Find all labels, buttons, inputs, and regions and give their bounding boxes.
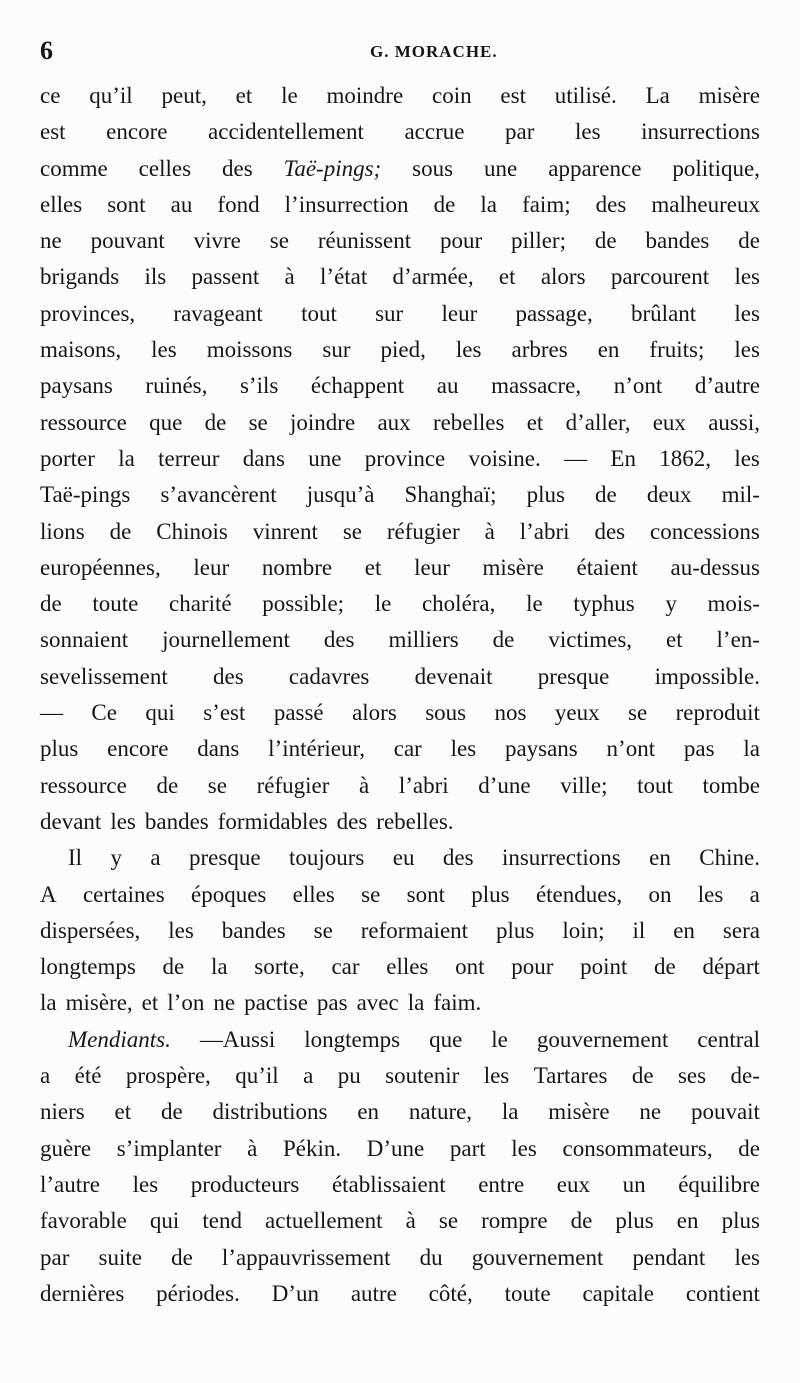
text-line: longtemps de la sorte, car elles ont pour point de départ — [40, 954, 760, 980]
text-line: l’autre les producteurs établissaient entre eux un équilibre — [40, 1171, 760, 1197]
text-line: de toute charité possible; le choléra, le typhus y mois- — [40, 591, 760, 617]
text-line: plus encore dans l’intérieur, car les paysans n’ont pas la — [40, 736, 760, 762]
text-line: ressource de se réfugier à l’abri d’une ville; tout tombe — [40, 772, 760, 798]
text-line: dispersées, les bandes se reformaient plus loin; il en sera — [40, 917, 760, 943]
text-line: Mendiants. —Aussi longtemps que le gouvernement central — [68, 1026, 760, 1052]
text-line: sevelissement des cadavres devenait presque impossible. — [40, 663, 760, 689]
text-line: paysans ruinés, s’ils échappent au massacre, n’ont d’autre — [40, 373, 760, 399]
text-line: sonnaient journellement des milliers de victimes, et l’en- — [40, 627, 760, 653]
text-line: la misère, et l’on ne pactise pas avec la faim. — [40, 990, 482, 1016]
text-line: lions de Chinois vinrent se réfugier à l’abri des concessions — [40, 518, 760, 544]
page-number: 6 — [40, 36, 53, 65]
text-line: européennes, leur nombre et leur misère étaient au-dessus — [40, 554, 760, 580]
text-line: a été prospère, qu’il a pu soutenir les Tartares de ses de- — [40, 1063, 760, 1089]
text-line: devant les bandes formidables des rebelles. — [40, 808, 454, 834]
text-line: — Ce qui s’est passé alors sous nos yeux se reproduit — [40, 700, 760, 726]
text-line: elles sont au fond l’insurrection de la faim; des malheureux — [40, 191, 760, 217]
text-line: ressource que de se joindre aux rebelles et d’aller, eux aussi, — [40, 409, 760, 435]
text-line: dernières périodes. D’un autre côté, toute capitale contient — [40, 1280, 760, 1306]
text-line: niers et de distributions en nature, la misère ne pouvait — [40, 1099, 760, 1125]
text-line: Il y a presque toujours eu des insurrections en Chine. — [68, 845, 760, 871]
text-line: est encore accidentellement accrue par les insurrections — [40, 119, 760, 145]
page-header — [40, 36, 760, 70]
text-line: comme celles des Taë-pings; sous une apparence politique, — [40, 155, 760, 181]
text-line: provinces, ravageant tout sur leur passage, brûlant les — [40, 300, 760, 326]
text-line: Taë-pings s’avancèrent jusqu’à Shanghaï; plus de deux mil- — [40, 482, 760, 508]
text-line: A certaines époques elles se sont plus étendues, on les a — [40, 881, 760, 907]
text-line: maisons, les moissons sur pied, les arbres en fruits; les — [40, 337, 760, 363]
text-line: par suite de l’appauvrissement du gouvernement pendant les — [40, 1244, 760, 1270]
text-line: guère s’implanter à Pékin. D’une part les consommateurs, de — [40, 1135, 760, 1161]
running-head: G. MORACHE. — [370, 42, 498, 61]
body-text — [40, 78, 760, 1312]
text-line: porter la terreur dans une province voisine. — En 1862, les — [40, 445, 760, 471]
text-line: ce qu’il peut, et le moindre coin est utilisé. La misère — [40, 83, 760, 108]
text-line: favorable qui tend actuellement à se rompre de plus en plus — [40, 1208, 760, 1234]
text-line: brigands ils passent à l’état d’armée, et alors parcourent les — [40, 264, 760, 290]
text-line: ne pouvant vivre se réunissent pour piller; de bandes de — [40, 228, 760, 254]
